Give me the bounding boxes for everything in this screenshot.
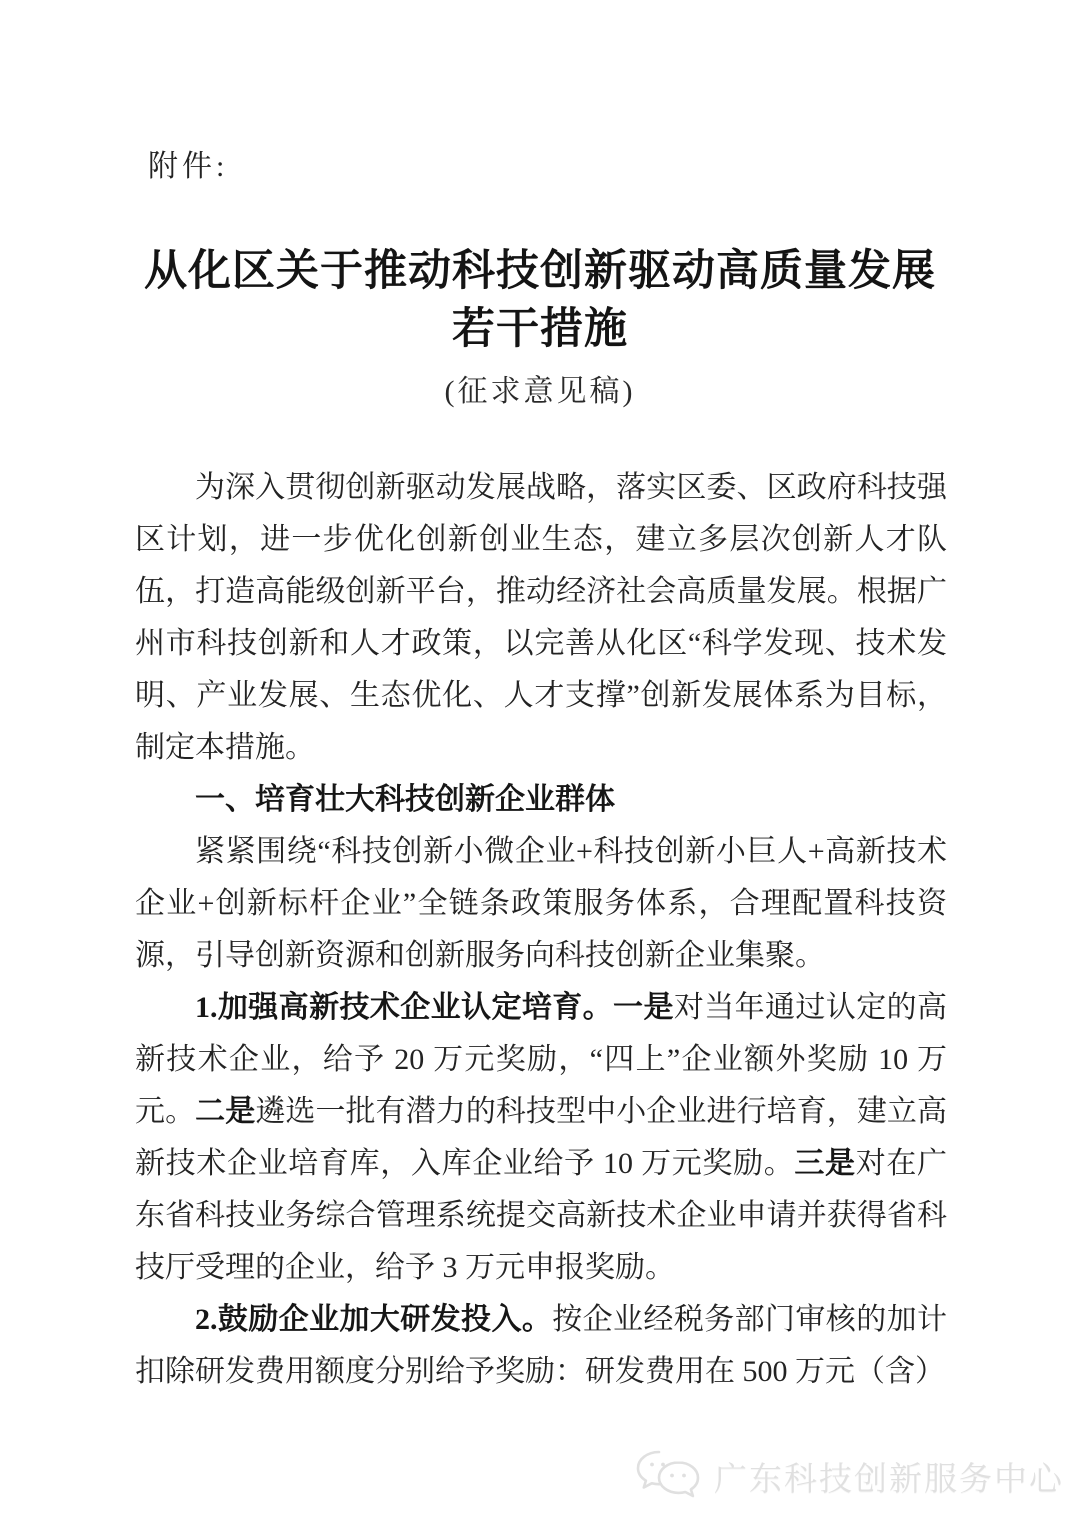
paragraph [135, 826, 947, 982]
wechat-icon [634, 1448, 702, 1504]
watermark-text: 广东科技创新服务中心 [714, 1459, 1064, 1497]
text-segment: 1.加强高新技术企业认定培育。 [195, 991, 614, 1024]
paragraph [135, 462, 947, 774]
paragraph [135, 982, 947, 1294]
text-segment: 对在广东省科技业务综合管理系统提交高新技术企业申请并获得省科技厅受理的企业，给予 3 万元申报奖励。 [135, 1147, 948, 1284]
document-body [135, 462, 947, 1398]
text-segment: 一是 [613, 991, 674, 1024]
watermark [634, 1448, 1064, 1504]
title-line-2: 若干措施 [452, 306, 628, 353]
text-segment: 对当年通过认定的高新技术企业，给予 20 万元奖励，“四上”企业额外奖励 10 万元。 [135, 991, 948, 1128]
document-subtitle: (征求意见稿) [444, 375, 636, 408]
paragraph [135, 1294, 947, 1398]
text-segment: 遴选一批有潜力的科技型中小企业进行培育，建立高新技术企业培育库，入库企业给予 10 万元奖励。 [135, 1095, 948, 1180]
text-segment: 2.鼓励企业加大研发投入。 [195, 1303, 553, 1336]
text-segment: 紧紧围绕“科技创新小微企业+科技创新小巨人+高新技术企业+创新标杆企业”全链条政策服务体系，合理配置科技资源，引导创新资源和创新服务向科技创新企业集聚。 [135, 835, 947, 972]
attachment-label: 附件: [148, 150, 229, 183]
text-segment: 一、培育壮大科技创新企业群体 [195, 783, 615, 816]
document-title [90, 243, 990, 359]
text-segment: 三是 [794, 1147, 856, 1180]
section-heading [135, 774, 947, 826]
text-segment: 二是 [195, 1095, 256, 1128]
text-segment: 为深入贯彻创新驱动发展战略，落实区委、区政府科技强区计划，进一步优化创新创业生态，建立多层次创新人才队伍，打造高能级创新平台，推动经济社会高质量发展。根据广州市科技创新和人才政策，以完善从化区“科学发现、技术发明、产业发展、生态优化、人才支撑”创新发展体系为目标，制定本措施。 [135, 471, 947, 764]
title-line-1: 从化区关于推动科技创新驱动高质量发展 [144, 248, 936, 295]
text-segment: 按企业经税务部门审核的加计扣除研发费用额度分别给予奖励：研发费用在 500 万元（含） [135, 1303, 947, 1388]
